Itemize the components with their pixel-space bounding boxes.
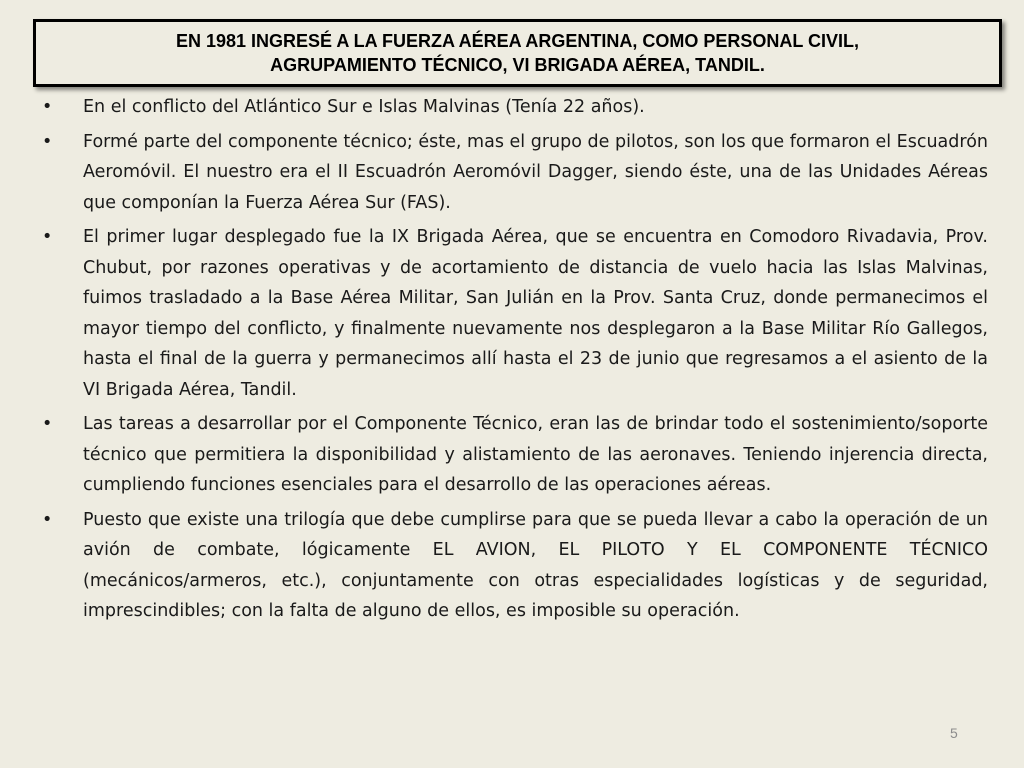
bullet-item: [40, 92, 988, 123]
bullet-icon: •: [42, 509, 53, 530]
slide-title: [33, 19, 1002, 87]
bullet-item: [40, 505, 988, 627]
slide-title-line-1: EN 1981 INGRESÉ A LA FUERZA AÉREA ARGENTINA, COMO PERSONAL CIVIL,: [175, 31, 860, 51]
bullet-item: [40, 409, 988, 501]
bullet-list: [40, 92, 988, 631]
page-number: 5: [950, 725, 958, 741]
bullet-text: Puesto que existe una trilogía que debe cumplirse para que se pueda llevar a cabo la operación de un avión de combate, lógicamente EL AVION, EL PILOTO Y EL COMPONENTE TÉCNICO (mecánicos/armeros, etc.), conjuntamente con otras especialidades logísticas y de seguridad, imprescindibles; con la falta de alguno de ellos, es imposible su operación.: [83, 509, 988, 621]
bullet-text: Las tareas a desarrollar por el Componente Técnico, eran las de brindar todo el sostenimiento/soporte técnico que permitiera la disponibilidad y alistamiento de las aeronaves. Teniendo injerencia directa, cumpliendo funciones esenciales para el desarrollo de las operaciones aéreas.: [83, 414, 988, 495]
bullet-text: El primer lugar desplegado fue la IX Brigada Aérea, que se encuentra en Comodoro Rivadavia, Prov. Chubut, por razones operativas y de acortamiento de distancia de vuelo hacia las Islas Malvinas, fuimos trasladado a la Base Aérea Militar, San Julián en la Prov. Santa Cruz, donde permanecimos el mayor tiempo del conflicto, y finalmente nuevamente nos desplegaron a la Base Militar Río Gallegos, hasta el final de la guerra y permanecimos allí hasta el 23 de junio que regresamos a el asiento de la VI Brigada Aérea, Tandil.: [83, 227, 988, 400]
bullet-item: [40, 222, 988, 405]
slide-title-line-2: AGRUPAMIENTO TÉCNICO, VI BRIGADA AÉREA, TANDIL.: [270, 55, 765, 75]
bullet-icon: •: [42, 131, 53, 152]
bullet-text: Formé parte del componente técnico; éste, mas el grupo de pilotos, son los que formaron el Escuadrón Aeromóvil. El nuestro era el II Escuadrón Aeromóvil Dagger, siendo éste, una de las Unidades Aéreas que componían la Fuerza Aérea Sur (FAS).: [83, 131, 988, 213]
bullet-icon: •: [42, 227, 53, 247]
bullet-icon: •: [42, 414, 53, 434]
bullet-icon: •: [42, 97, 53, 117]
bullet-text: En el conflicto del Atlántico Sur e Islas Malvinas (Tenía 22 años).: [83, 97, 645, 117]
bullet-item: [40, 127, 988, 219]
